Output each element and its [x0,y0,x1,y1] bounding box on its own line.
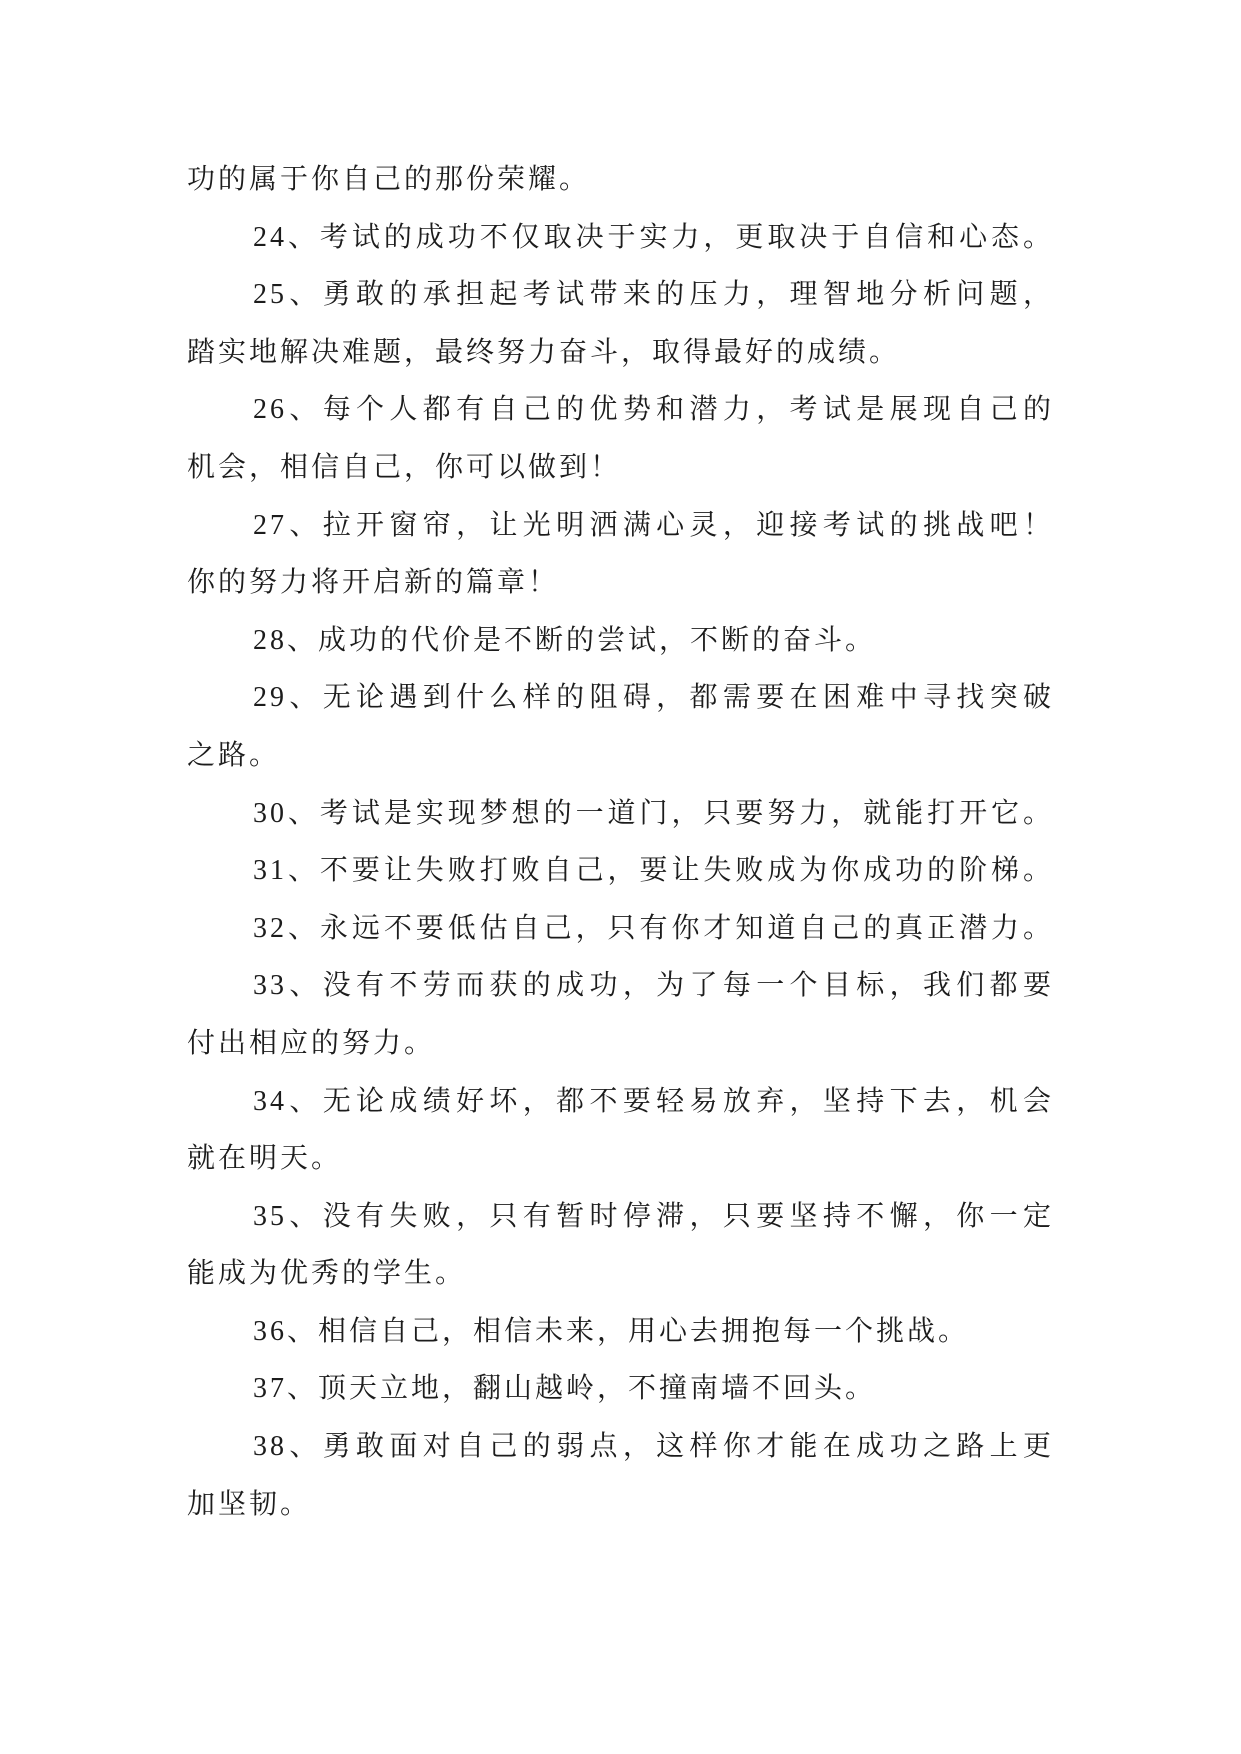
paragraph-line [187,554,1054,612]
line-text: 之路。 [187,739,281,771]
paragraph-line [187,209,1054,267]
line-text: 33、没有不劳而获的成功，为了每一个目标，我们都要 [253,970,1054,1002]
line-text: 30、考试是实现梦想的一道门，只要努力，就能打开它。 [253,797,1054,829]
paragraph-line [187,266,1054,324]
paragraph-line [187,324,1054,382]
line-text: 27、拉开窗帘，让光明洒满心灵，迎接考试的挑战吧！ [253,509,1054,541]
list-item-32 [187,900,1054,958]
paragraph-line [187,439,1054,497]
paragraph-line [187,842,1054,900]
line-text: 31、不要让失败打败自己，要让失败成为你成功的阶梯。 [253,855,1054,887]
list-item-38 [187,1418,1054,1533]
line-text: 机会，相信自己，你可以做到！ [187,451,622,483]
paragraph-line [187,957,1054,1015]
line-text: 25、勇敢的承担起考试带来的压力，理智地分析问题， [253,279,1054,311]
paragraph-line [187,727,1054,785]
line-text: 38、勇敢面对自己的弱点，这样你才能在成功之路上更 [253,1431,1054,1463]
line-text: 24、考试的成功不仅取决于实力，更取决于自信和心态。 [253,221,1054,253]
list-item-33 [187,957,1054,1072]
line-text: 34、无论成绩好坏，都不要轻易放弃，坚持下去，机会 [253,1085,1054,1117]
paragraph-line [187,1245,1054,1303]
line-text: 踏实地解决难题，最终努力奋斗，取得最好的成绩。 [187,336,901,368]
list-item-27 [187,497,1054,612]
list-item-24 [187,209,1054,267]
paragraph-line [187,1360,1054,1418]
line-text: 37、顶天立地，翻山越岭，不撞南墙不回头。 [253,1373,877,1405]
list-item-28 [187,612,1054,670]
list-item-30 [187,785,1054,843]
line-text: 你的努力将开启新的篇章！ [187,567,560,599]
list-item-26 [187,381,1054,496]
line-text: 付出相应的努力。 [187,1027,436,1059]
line-text: 功的属于你自己的那份荣耀。 [187,164,591,195]
list-item-35 [187,1188,1054,1303]
paragraph-line [187,1418,1054,1476]
paragraph-line [187,1073,1054,1131]
line-text: 35、没有失败，只有暂时停滞，只要坚持不懈，你一定 [253,1200,1054,1232]
paragraph-line [187,1188,1054,1246]
paragraph-line [187,785,1054,843]
line-text: 32、永远不要低估自己，只有你才知道自己的真正潜力。 [253,912,1054,944]
line-text: 能成为优秀的学生。 [187,1258,467,1290]
list-item-37 [187,1360,1054,1418]
line-text: 就在明天。 [187,1143,343,1175]
paragraph-line [187,612,1054,670]
paragraph-line [187,497,1054,555]
paragraph-line [187,1015,1054,1073]
line-text: 28、成功的代价是不断的尝试，不断的奋斗。 [253,624,877,656]
line-text: 26、每个人都有自己的优势和潜力，考试是展现自己的 [253,394,1054,426]
paragraph-line [187,1476,1054,1534]
text-block [187,151,1054,1533]
list-item-29 [187,669,1054,784]
paragraph-line [187,900,1054,958]
list-item-25 [187,266,1054,381]
paragraph-line [187,669,1054,727]
line-text: 36、相信自己，相信未来，用心去拥抱每一个挑战。 [253,1315,970,1347]
paragraph-continued [187,151,1054,209]
paragraph-line [187,1130,1054,1188]
paragraph-line [187,381,1054,439]
paragraph-line [187,1303,1054,1361]
list-item-34 [187,1073,1054,1188]
list-item-36 [187,1303,1054,1361]
paragraph-line [187,151,1054,209]
list-item-31 [187,842,1054,900]
line-text: 加坚韧。 [187,1488,312,1520]
line-text: 29、无论遇到什么样的阻碍，都需要在困难中寻找突破 [253,682,1054,714]
